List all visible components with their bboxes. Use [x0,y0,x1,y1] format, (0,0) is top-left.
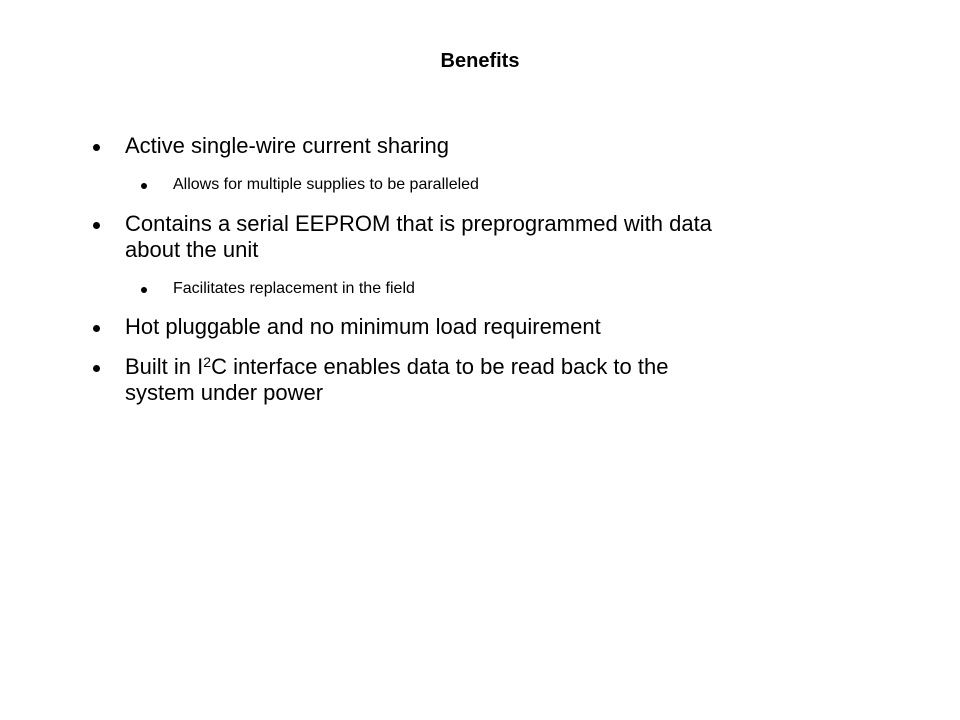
bullet-item [125,354,668,380]
bullet-text-continuation: system under power [125,380,324,405]
bullet-text-continuation: about the unit [125,237,259,262]
bullet-item [125,211,712,237]
bullet-text-prefix: Built in I [125,354,204,379]
sub-bullet-item [173,279,415,299]
bullet-text: Hot pluggable and no minimum load requirement [125,314,601,339]
sub-bullet-text: Facilitates replacement in the field [173,280,415,297]
bullet-dot-icon [93,365,100,372]
bullet-dot-icon [93,144,100,151]
bullet-text-suffix: C interface enables data to be read back to the [211,354,669,379]
sub-bullet-item [173,175,479,195]
slide-title: Benefits [440,50,520,72]
bullet-dot-icon [93,222,100,229]
sub-bullet-text: Allows for multiple supplies to be paralleled [173,176,479,193]
bullet-text: Contains a serial EEPROM that is preprogrammed with data [125,211,712,236]
bullet-item [125,133,449,159]
bullet-item [125,314,601,340]
bullet-dot-icon [141,287,147,293]
bullet-text: Active single-wire current sharing [125,133,450,158]
superscript: 2 [203,354,212,370]
bullet-dot-icon [141,183,147,189]
bullet-dot-icon [93,325,100,332]
